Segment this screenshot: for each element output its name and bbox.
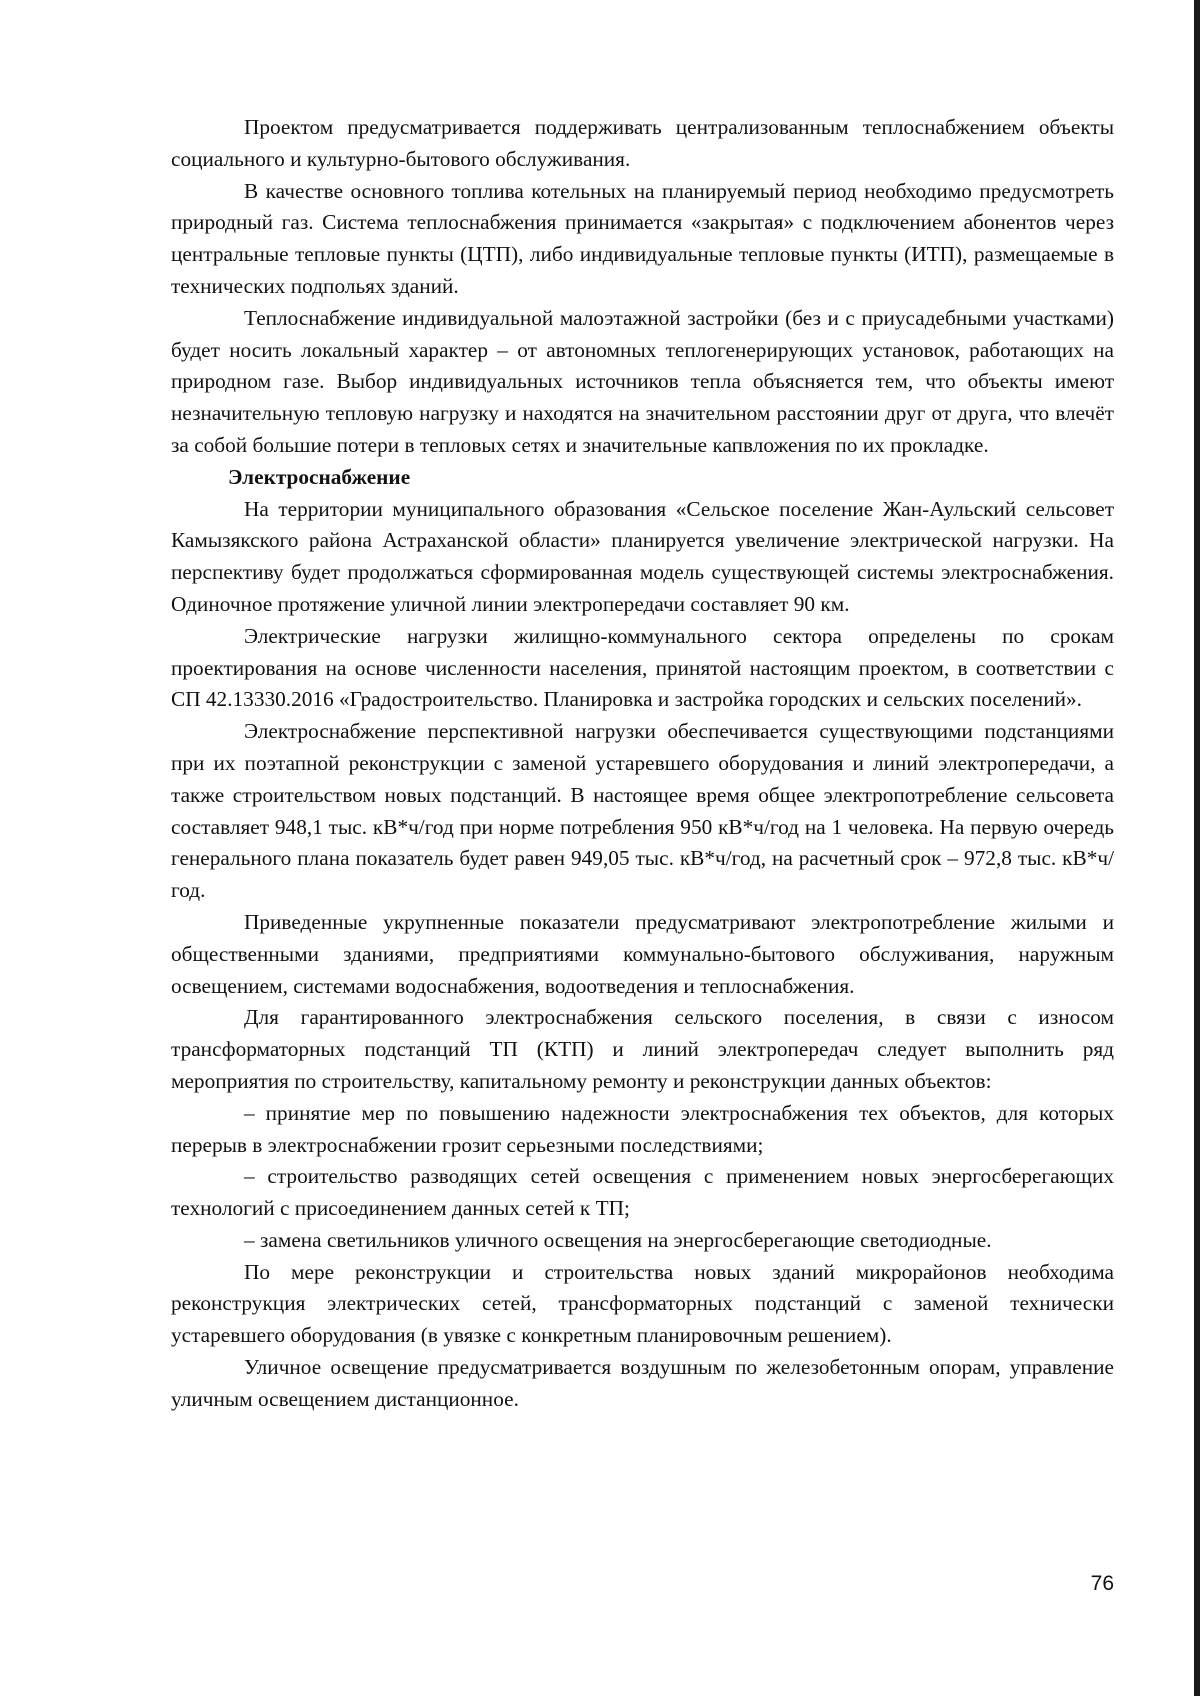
list-item-reliability: – принятие мер по повышению надежности электроснабжения тех объектов, для которых перерыв в электроснабжении грозит серьезными последствиями; [171, 1100, 1114, 1157]
paragraph-fuel-gas: В качестве основного топлива котельных на планируемый период необходимо предусмотреть природный газ. Система теплоснабжения принимается «закрытая» с подключением абонентов через центральные тепловые пункты (ЦТП), либо индивидуальные тепловые пункты (ИТП), размещаемые в технических подпольях зданий. [171, 178, 1114, 298]
paragraph-indicators: Приведенные укрупненные показатели предусматривают электропотребление жилыми и общественными зданиями, предприятиями коммунально-бытового обслуживания, наружным освещением, системами водоснабжения, водоотведения и теплоснабжения. [171, 909, 1114, 998]
paragraph-territory-load: На территории муниципального образования «Сельское поселение Жан-Аульский сельсовет Камызякского района Астраханской области» планируется увеличение электрической нагрузки. На перспективу будет продолжаться сформированная модель существующей системы электроснабжения. Одиночное протяжение уличной линии электропередачи составляет 90 км. [171, 496, 1114, 616]
paragraph-substations: Электроснабжение перспективной нагрузки обеспечивается существующими подстанциями при их поэтапной реконструкции с заменой устаревшего оборудования и линий электропередачи, а также строительством новых подстанций. В настоящее время общее электропотребление сельсовета составляет 948,1 тыс. кВ*ч/год при норме потребления 950 кВ*ч/год на 1 человека. На первую очередь генерального плана показатель будет равен 949,05 тыс. кВ*ч/год, на расчетный срок – 972,8 тыс. кВ*ч/год. [171, 719, 1114, 903]
paragraph-individual-heating: Теплоснабжение индивидуальной малоэтажной застройки (без и с приусадебными участками) будет носить локальный характер – от автономных теплогенерирующих установок, работающих на природном газе. Выбор индивидуальных источников тепла объясняется тем, что объекты имеют незначительную тепловую нагрузку и находятся на значительном расстоянии друг от друга, что влечёт за собой большие потери в тепловых сетях и значительные капвложения по их прокладке. [171, 305, 1114, 457]
paragraph-heat-supply-central: Проектом предусматривается поддерживать централизованным теплоснабжением объекты социального и культурно-бытового обслуживания. [171, 115, 1114, 171]
paragraph-guaranteed-supply: Для гарантированного электроснабжения сельского поселения, в связи с износом трансформаторных подстанций ТП (КТП) и линий электропередач следует выполнить ряд мероприятия по строительству, капитальному ремонту и реконструкции данных объектов: [171, 1005, 1114, 1093]
paragraph-street-lighting: Уличное освещение предусматривается воздушным по железобетонным опорам, управление уличным освещением дистанционное. [171, 1355, 1114, 1411]
list-item-led-lamps: – замена светильников уличного освещения на энергосберегающие светодиодные. [244, 1227, 992, 1252]
paragraph-electric-loads: Электрические нагрузки жилищно-коммунального сектора определены по срокам проектирования на основе численности населения, принятой настоящим проектом, в соответствии с СП 42.13330.2016 «Градостроительство. Планировка и застройка городских и сельских поселений». [171, 623, 1114, 712]
page-body [171, 112, 1114, 1416]
list-item-lighting-networks: – строительство разводящих сетей освещения с применением новых энергосберегающих технологий с присоединением данных сетей к ТП; [171, 1164, 1114, 1221]
section-heading-electricity: Электроснабжение [228, 464, 411, 489]
page-number: 76 [1090, 1572, 1114, 1595]
paragraph-reconstruction: По мере реконструкции и строительства новых зданий микрорайонов необходима реконструкция электрических сетей, трансформаторных подстанций с заменой технически устаревшего оборудования (в увязке с конкретным планировочным решением). [171, 1259, 1114, 1348]
page-edge-border [1194, 0, 1200, 1696]
